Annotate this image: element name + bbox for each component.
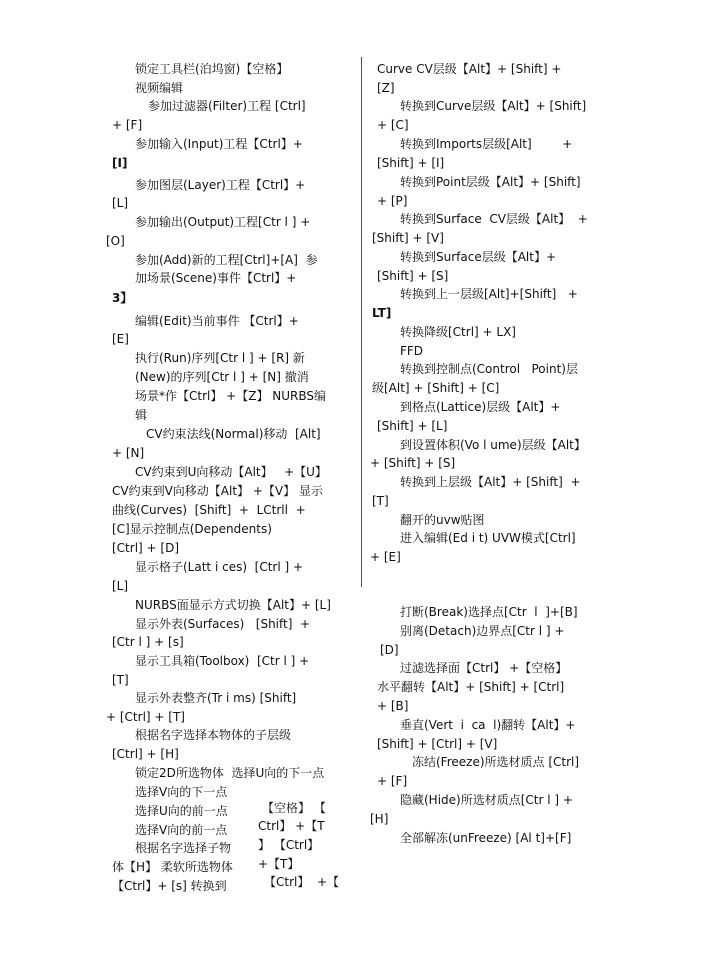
text-line: 参加图层(Layer)工程【Ctrl】+: [135, 178, 306, 192]
text-line: 显示工具箱(Toolbox) [Ctr l ] +: [135, 654, 310, 668]
text-line: 打断(Break)选择点[Ctr l ]+[B]: [400, 605, 578, 619]
text-line: 全部解冻(unFreeze) [Al t]+[F]: [400, 831, 572, 845]
text-line: 加场景(Scene)事件【Ctrl】+: [135, 271, 297, 285]
text-line: LT]: [372, 306, 392, 320]
text-line: [Shift] + [Ctrl] + [V]: [377, 737, 498, 751]
text-line: + [Shift] + [S]: [370, 456, 456, 470]
text-line: 锁定工具栏(泊坞窗)【空格】: [135, 62, 289, 76]
text-line: 锁定2D所选物体 选择U向的下一点: [135, 766, 325, 780]
text-line: 转换到Point层级【Alt】+ [Shift]: [400, 175, 581, 189]
text-line: 参加过滤器(Filter)工程 [Ctrl]: [148, 99, 306, 113]
text-line: [C]显示控制点(Dependents): [112, 522, 272, 536]
text-line: 隐藏(Hide)所选材质点[Ctr l ] +: [400, 793, 573, 807]
text-line: 场景*作【Ctrl】 +【Z】 NURBS编: [135, 389, 326, 403]
text-line: 垂直(Vert i ca l)翻转【Alt】+: [400, 718, 576, 732]
text-line: [I]: [112, 156, 128, 170]
text-line: 级[Alt] + [Shift] + [C]: [372, 381, 500, 395]
text-line: Curve CV层级【Alt】+ [Shift] +: [377, 62, 562, 76]
text-line: 进入编辑(Ed i t) UVW模式[Ctrl]: [400, 531, 576, 545]
text-line: 转换到Curve层级【Alt】+ [Shift]: [400, 99, 587, 113]
text-line: 【Ctrl】 +【: [264, 875, 340, 889]
text-line: +【T】: [258, 857, 300, 871]
text-line: 别离(Detach)边界点[Ctr l ] +: [400, 624, 565, 638]
text-line: + [N]: [112, 446, 145, 460]
text-line: 根据名字选择本物体的子层级: [135, 728, 292, 742]
text-line: 转换到Imports层级[Alt] +: [400, 137, 573, 151]
text-line: [Ctrl] + [D]: [112, 541, 180, 555]
text-line: [Ctrl] + [H]: [112, 747, 179, 761]
text-line: 】 【Ctrl】: [258, 838, 320, 852]
text-line: (New)的序列[Ctr l ] + [N] 撤消: [135, 370, 309, 384]
text-line: 转换降级[Ctrl] + LX]: [400, 325, 516, 339]
text-line: 转换到上层级【Alt】+ [Shift] +: [400, 475, 581, 489]
text-line: 显示格子(Latt i ces) [Ctrl ] +: [135, 560, 304, 574]
text-line: [Shift] + [I]: [377, 156, 445, 170]
text-line: [L]: [112, 579, 129, 593]
text-line: 水平翻转【Alt】+ [Shift] + [Ctrl]: [377, 680, 565, 694]
text-line: [Ctr l ] + [s]: [112, 635, 184, 649]
text-line: 转换到Surface CV层级【Alt】 +: [400, 212, 588, 226]
text-line: 选择V向的下一点: [135, 785, 228, 799]
text-line: 体【H】 柔软所选物体: [112, 860, 233, 874]
text-line: [Shift] + [V]: [372, 231, 444, 245]
text-line: + [E]: [370, 550, 401, 564]
text-line: 曲线(Curves) [Shift] + LCtrll +: [112, 503, 306, 517]
text-line: 执行(Run)序列[Ctr l ] + [R] 新: [135, 351, 305, 365]
text-line: 【空格】 【: [262, 801, 326, 815]
column-divider: [361, 57, 362, 587]
text-line: 辑: [135, 408, 148, 422]
text-line: [D]: [380, 643, 399, 657]
text-line: [H]: [370, 812, 389, 826]
text-line: 到格点(Lattice)层级【Alt】+: [400, 400, 561, 414]
text-line: 显示外表整齐(Tr i ms) [Shift]: [135, 691, 297, 705]
text-line: [Z]: [377, 81, 395, 95]
text-line: 冻结(Freeze)所选材质点 [Ctrl]: [412, 755, 580, 769]
text-line: [E]: [112, 332, 129, 346]
text-line: 3】: [112, 291, 133, 305]
text-line: 选择U向的前一点: [135, 804, 228, 818]
text-line: 转换到Surface层级【Alt】+: [400, 250, 557, 264]
text-line: [O]: [106, 234, 125, 248]
text-line: 翻开的uvw贴图: [400, 513, 485, 527]
text-line: NURBS面显示方式切换【Alt】+ [L]: [135, 598, 331, 612]
text-line: 转换到控制点(Control Point)层: [400, 362, 578, 376]
text-line: + [F]: [377, 774, 408, 788]
text-line: 参加输入(Input)工程【Ctrl】+: [135, 137, 303, 151]
text-line: 根据名字选择子物: [135, 841, 232, 855]
text-line: 编辑(Edit)当前事件 【Ctrl】+: [135, 314, 299, 328]
text-line: CV约束到U向移动【Alt】 +【U】: [135, 465, 327, 479]
text-line: 参加输出(Output)工程[Ctr l ] +: [135, 215, 311, 229]
text-line: + [F]: [112, 118, 143, 132]
text-line: 【Ctrl】+ [s] 转换到: [112, 879, 227, 893]
text-line: 过滤选择面【Ctrl】 +【空格】: [400, 661, 568, 675]
text-line: 视频编辑: [135, 81, 184, 95]
text-line: [L]: [112, 196, 129, 210]
text-line: Ctrl】 +【T: [258, 819, 325, 833]
text-line: 选择V向的前一点: [135, 823, 228, 837]
text-line: [T]: [372, 494, 389, 508]
text-line: 转换到上一层级[Alt]+[Shift] +: [400, 287, 578, 301]
text-line: FFD: [400, 344, 424, 358]
text-line: [Shift] + [L]: [377, 419, 448, 433]
text-line: [Shift] + [S]: [377, 269, 449, 283]
text-line: 到设置体积(Vo l ume)层级【Alt】: [400, 438, 586, 452]
text-line: CV约束法线(Normal)移动 [Alt]: [146, 427, 321, 441]
text-line: 参加(Add)新的工程[Ctrl]+[A] 参: [135, 253, 318, 267]
text-line: + [Ctrl] + [T]: [106, 710, 185, 724]
text-line: + [B]: [377, 699, 409, 713]
text-line: + [P]: [377, 194, 408, 208]
text-line: + [C]: [377, 118, 409, 132]
text-line: [T]: [112, 673, 129, 687]
text-line: 显示外表(Surfaces) [Shift] +: [135, 617, 311, 631]
text-line: CV约束到V向移动【Alt】 +【V】 显示: [112, 484, 323, 498]
